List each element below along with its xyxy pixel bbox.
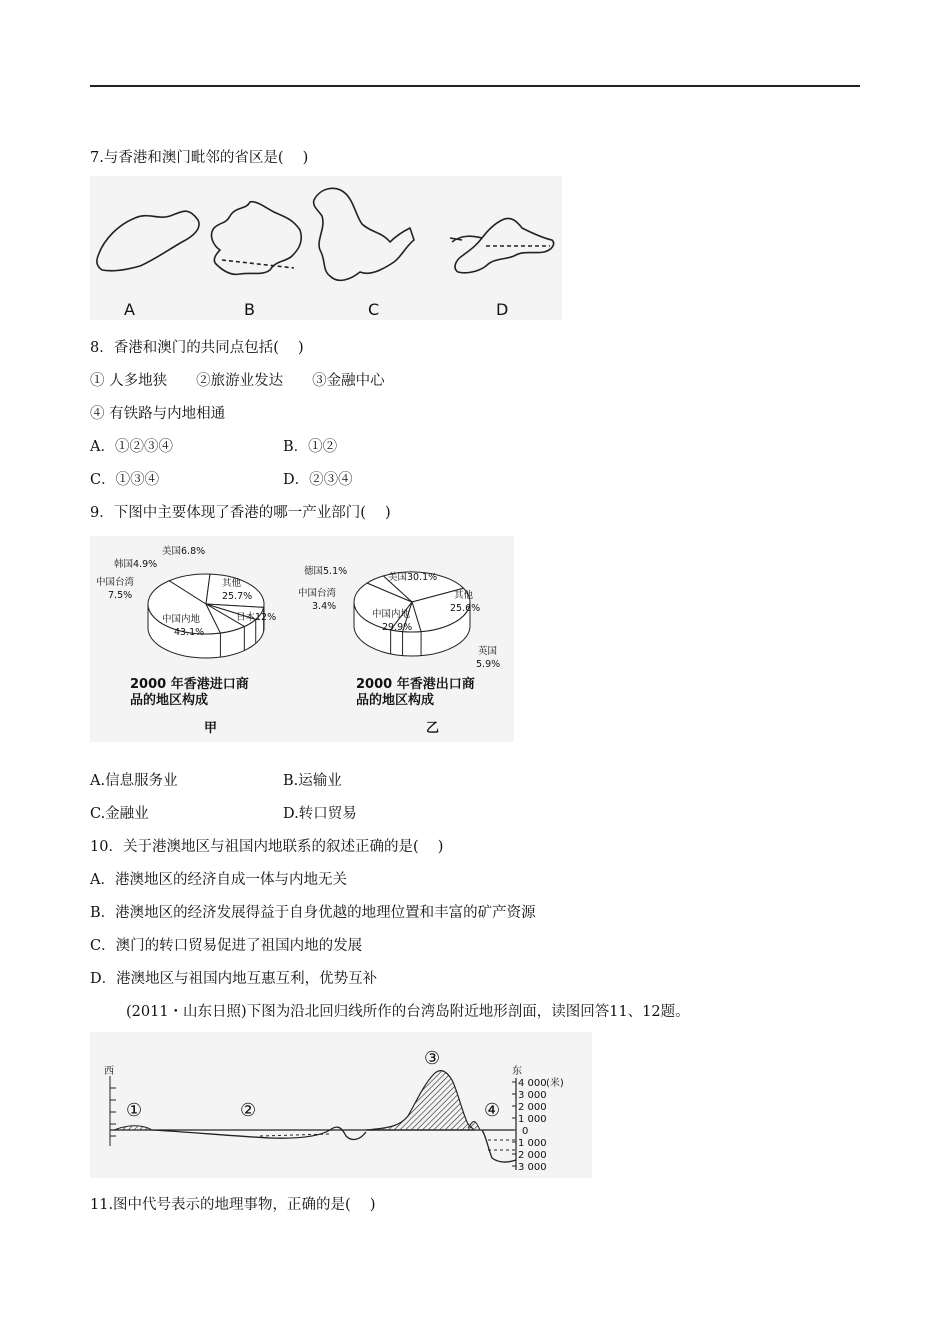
pie1-label-other: 其他 [222, 578, 242, 589]
q9-option-c[interactable]: C.金融业 [90, 806, 149, 822]
q8-items-line1: ① 人多地狭 ②旅游业发达 ③金融中心 [90, 373, 385, 389]
trade-pie-charts [90, 536, 514, 742]
pie2-label-mainland: 中国内地 [372, 609, 411, 620]
profile-east-label: 东 [512, 1066, 522, 1077]
q8-option-b[interactable]: B．①② [283, 439, 338, 455]
pie2-value-other: 25.6% [450, 603, 481, 614]
question-7: 7.与香港和澳门毗邻的省区是( ) [90, 150, 309, 166]
pie1-value-taiwan: 7.5% [108, 590, 133, 601]
province-maps-figure [90, 176, 562, 320]
pie2-value-mainland: 29.9% [382, 622, 413, 633]
question-11: 11.图中代号表示的地理事物，正确的是( ) [90, 1197, 376, 1213]
tick-2000: 2 000 [518, 1102, 547, 1113]
pie2-title-line1: 2000 年香港出口商 [356, 677, 475, 692]
marker-2: ② [240, 1100, 257, 1121]
q9-option-d[interactable]: D.转口贸易 [283, 806, 357, 822]
q10-option-b[interactable]: B．港澳地区的经济发展得益于自身优越的地理位置和丰富的矿产资源 [90, 905, 536, 921]
marker-1: ① [126, 1100, 143, 1121]
province-shape-a [97, 211, 199, 271]
map-label-d: D [496, 300, 509, 319]
q10-option-d[interactable]: D．港澳地区与祖国内地互惠互利，优势互补 [90, 971, 378, 987]
pie2-label-taiwan: 中国台湾 [298, 588, 337, 599]
pie2-value-taiwan: 3.4% [312, 601, 337, 612]
pie1-value-mainland: 43.1% [174, 627, 205, 638]
pie2-panel-label: 乙 [426, 721, 440, 736]
pie2-label-germany: 德国5.1% [304, 566, 348, 577]
pie2-label-other: 其他 [454, 590, 474, 601]
pie1-title-line2: 品的地区构成 [130, 693, 209, 708]
tick-neg3000: 3 000 [518, 1162, 547, 1173]
pie1-label-mainland: 中国内地 [162, 614, 201, 625]
tick-1000: 1 000 [518, 1114, 547, 1125]
profile-unit: (米) [546, 1078, 564, 1089]
profile-west-label: 西 [104, 1066, 114, 1077]
pie1-value-other: 25.7% [222, 591, 253, 602]
marker-4: ④ [484, 1100, 501, 1121]
question-8: 8．香港和澳门的共同点包括( ) [90, 340, 304, 356]
pie1-panel-label: 甲 [204, 721, 218, 736]
q9-option-a[interactable]: A.信息服务业 [90, 773, 178, 789]
question-9: 9．下图中主要体现了香港的哪一产业部门( ) [90, 505, 391, 521]
q8-option-d[interactable]: D．②③④ [283, 472, 353, 488]
tick-0: 0 [522, 1126, 529, 1137]
tick-4000: 4 000 [518, 1078, 547, 1089]
q8-option-a[interactable]: A．①②③④ [90, 439, 173, 455]
q9-option-b[interactable]: B.运输业 [283, 773, 342, 789]
terrain-profile-figure [90, 1032, 592, 1178]
tick-neg2000: 2 000 [518, 1150, 547, 1161]
question-10: 10．关于港澳地区与祖国内地联系的叙述正确的是( ) [90, 839, 444, 855]
intro-11-12: (2011・山东日照)下图为沿北回归线所作的台湾岛附近地形剖面，读图回答11、12题。 [126, 1004, 690, 1020]
pie1-label-taiwan: 中国台湾 [96, 577, 135, 588]
map-label-c: C [368, 300, 380, 319]
tick-neg1000: 1 000 [518, 1138, 547, 1149]
province-shape-b [212, 202, 302, 275]
pie1-label-korea: 韩国4.9% [114, 559, 158, 570]
q8-option-c[interactable]: C．①③④ [90, 472, 160, 488]
pie2-title-line2: 品的地区构成 [356, 693, 435, 708]
pie2-label-us: 美国30.1% [388, 572, 438, 583]
marker-3: ③ [424, 1048, 441, 1069]
map-label-b: B [244, 300, 255, 319]
pie2-label-uk: 英国 [478, 646, 498, 657]
pie1-title-line1: 2000 年香港进口商 [130, 677, 249, 692]
province-shape-c [314, 188, 414, 280]
q10-option-c[interactable]: C．澳门的转口贸易促进了祖国内地的发展 [90, 938, 363, 954]
q8-items-line2: ④ 有铁路与内地相通 [90, 406, 226, 422]
map-label-a: A [124, 300, 135, 319]
pie1-label-us: 美国6.8% [162, 546, 206, 557]
q10-option-a[interactable]: A．港澳地区的经济自成一体与内地无关 [90, 872, 347, 888]
pie2-value-uk: 5.9% [476, 659, 501, 670]
header-rule [90, 85, 860, 87]
pie1-label-japan: 日本12% [236, 612, 277, 623]
tick-3000: 3 000 [518, 1090, 547, 1101]
